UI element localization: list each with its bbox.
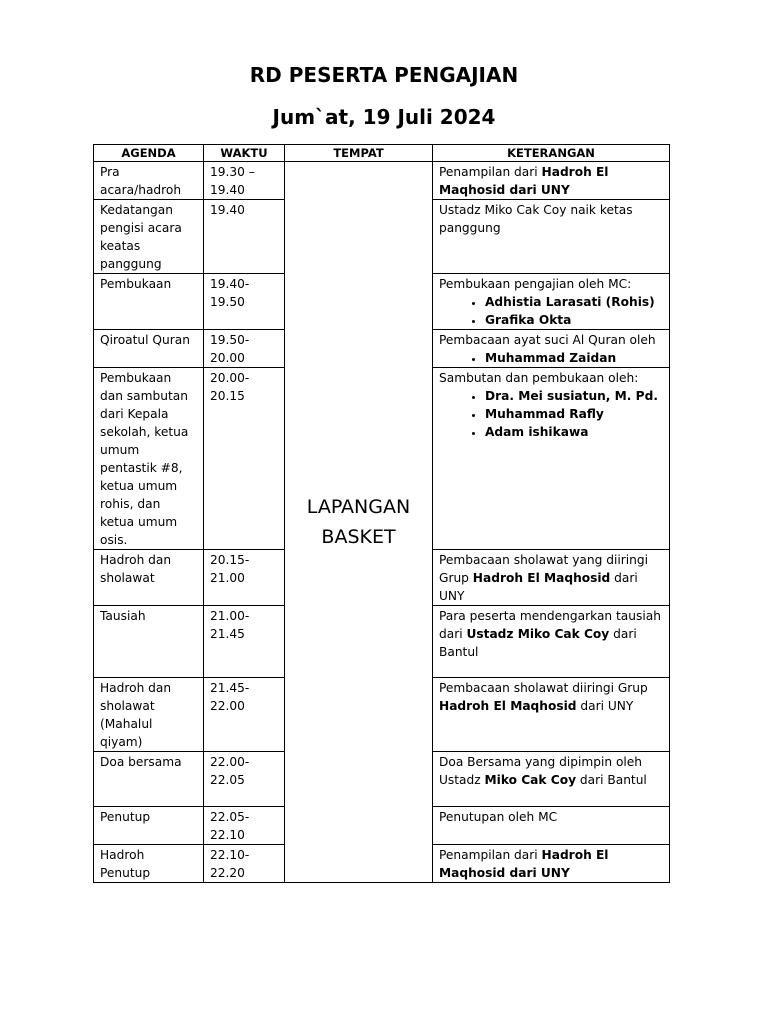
- note-cell: [433, 274, 670, 330]
- agenda-cell: Hadroh Penutup: [94, 845, 204, 883]
- time-cell: 19.40: [204, 200, 285, 274]
- note-text: [439, 679, 663, 715]
- agenda-cell: Pembukaan dan sambutan dari Kepala sekolah, ketua umum pentastik #8, ketua umum rohis, dan ketua umum osis.: [94, 368, 204, 550]
- note-text: [439, 846, 663, 882]
- note-text: [439, 607, 663, 661]
- note-bold: Hadroh El Maqhosid: [472, 571, 611, 585]
- note-segment: Doa Bersama yang dipimpin oleh Ustadz: [439, 755, 643, 787]
- list-item: • Muhammad Rafly: [485, 405, 663, 423]
- document-title: RD PESERTA PENGAJIAN: [249, 63, 519, 87]
- agenda-cell: Tausiah: [94, 606, 204, 678]
- note-text: [439, 163, 663, 199]
- agenda-cell: Penutup: [94, 807, 204, 845]
- note-segment: dari UNY: [439, 571, 638, 603]
- note-segment: dari UNY: [576, 699, 634, 713]
- note-bold: Hadroh El Maqhosid: [439, 699, 577, 713]
- note-text: [439, 369, 663, 387]
- list-item: • Adhistia Larasati (Rohis): [485, 293, 663, 311]
- note-bold: Hadroh El Maqhosid dari UNY: [439, 848, 609, 880]
- schedule-body: [94, 162, 670, 883]
- note-segment: dari Bantul: [576, 773, 647, 787]
- note-segment: Sambutan dan pembukaan oleh:: [439, 371, 639, 385]
- note-cell: [433, 606, 670, 678]
- note-text: [439, 331, 663, 349]
- note-segment: Penutupan oleh MC: [439, 810, 558, 824]
- note-cell: [433, 845, 670, 883]
- note-segment: Pembacaan sholawat diiringi Grup: [439, 681, 648, 695]
- note-bold: Hadroh El Maqhosid dari UNY: [439, 165, 609, 197]
- note-cell: [433, 368, 670, 550]
- note-segment: Penampilan dari: [439, 848, 542, 862]
- time-cell: 21.00-21.45: [204, 606, 285, 678]
- note-bold: Ustadz Miko Cak Coy: [466, 627, 610, 641]
- agenda-cell: Qiroatul Quran: [94, 330, 204, 368]
- note-text: [439, 753, 663, 789]
- note-cell: [433, 550, 670, 606]
- time-cell: 22.05-22.10: [204, 807, 285, 845]
- note-segment: Pembacaan sholawat yang diiringi Grup: [439, 553, 648, 585]
- time-cell: 22.10-22.20: [204, 845, 285, 883]
- note-segment: dari Bantul: [439, 627, 637, 659]
- note-text: [439, 201, 663, 237]
- note-segment: Pembukaan pengajian oleh MC:: [439, 277, 632, 291]
- note-segment: Pembacaan ayat suci Al Quran oleh: [439, 333, 656, 347]
- note-segment: Penampilan dari: [439, 165, 542, 179]
- agenda-cell: Hadroh dan sholawat (Mahalul qiyam): [94, 678, 204, 752]
- header-tempat: TEMPAT: [285, 145, 433, 162]
- agenda-cell: Pra acara/hadroh: [94, 162, 204, 200]
- agenda-cell: Pembukaan: [94, 274, 204, 330]
- document-date: Jum`at, 19 Juli 2024: [272, 105, 496, 129]
- place-line: LAPANGAN: [306, 496, 411, 518]
- note-text: [439, 551, 663, 605]
- agenda-cell: Hadroh dan sholawat: [94, 550, 204, 606]
- header-keterangan: KETERANGAN: [433, 145, 670, 162]
- header-agenda: AGENDA: [94, 145, 204, 162]
- note-cell: [433, 162, 670, 200]
- agenda-cell: Kedatangan pengisi acara keatas panggung: [94, 200, 204, 274]
- time-cell: 22.00-22.05: [204, 752, 285, 807]
- list-item: • Muhammad Zaidan: [485, 349, 663, 367]
- note-bold: Miko Cak Coy: [484, 773, 577, 787]
- note-cell: [433, 678, 670, 752]
- note-cell: [433, 200, 670, 274]
- table-row: [94, 162, 670, 200]
- note-cell: [433, 807, 670, 845]
- schedule-table: [93, 144, 670, 883]
- list-item: • Adam ishikawa: [485, 423, 663, 441]
- list-item: • Dra. Mei susiatun, M. Pd.: [485, 387, 663, 405]
- table-header-row: [94, 145, 670, 162]
- place-cell: [285, 162, 433, 883]
- agenda-cell: Doa bersama: [94, 752, 204, 807]
- place-line: BASKET: [321, 526, 396, 548]
- note-cell: [433, 330, 670, 368]
- time-cell: 21.45-22.00: [204, 678, 285, 752]
- note-text: [439, 808, 663, 826]
- name-list: [439, 349, 663, 367]
- time-cell: 19.50-20.00: [204, 330, 285, 368]
- name-list: [439, 387, 663, 441]
- note-text: [439, 275, 663, 293]
- note-segment: Para peserta mendengarkan tausiah dari: [439, 609, 661, 641]
- time-cell: 20.15-21.00: [204, 550, 285, 606]
- time-cell: 19.40-19.50: [204, 274, 285, 330]
- name-list: [439, 293, 663, 329]
- note-segment: Ustadz Miko Cak Coy naik ketas panggung: [439, 203, 633, 235]
- header-waktu: WAKTU: [204, 145, 285, 162]
- list-item: • Grafika Okta: [485, 311, 663, 329]
- time-cell: 20.00-20.15: [204, 368, 285, 550]
- time-cell: 19.30 – 19.40: [204, 162, 285, 200]
- note-cell: [433, 752, 670, 807]
